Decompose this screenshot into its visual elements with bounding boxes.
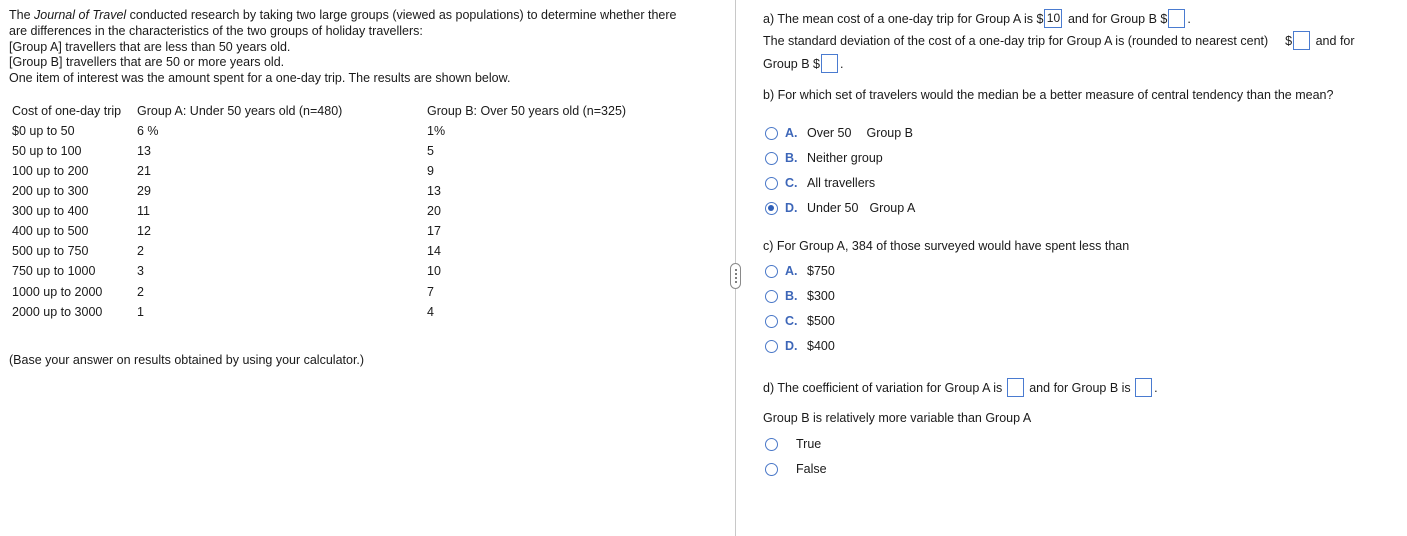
table-cell-group-b: 5 [427,144,434,158]
table-cell-cost: 300 up to 400 [12,204,89,218]
table-cell-group-b: 4 [427,305,434,319]
qd-option-true[interactable]: True [765,437,821,451]
qc-option-a[interactable]: A. $750 [765,264,835,278]
table-cell-group-b: 7 [427,285,434,299]
qb-option-a[interactable]: A. Over 50 Group B [765,126,913,140]
radio-button[interactable] [765,177,778,190]
table-cell-group-b: 17 [427,224,441,238]
mean-group-b-input[interactable] [1168,9,1185,28]
radio-button[interactable] [765,152,778,165]
table-cell-cost: 2000 up to 3000 [12,305,103,319]
calculator-note: (Base your answer on results obtained by using your calculator.) [9,353,365,367]
table-cell-cost: 50 up to 100 [12,144,82,158]
table-cell-group-a: 6 % [137,124,159,138]
question-c-text: c) For Group A, 384 of those surveyed would have spent less than [763,239,1130,253]
radio-button[interactable] [765,315,778,328]
table-cell-group-b: 20 [427,204,441,218]
question-a-sd-line1: The standard deviation of the cost of a one-day trip for Group A is (rounded to nearest cent) $ and for [763,32,1355,51]
radio-button[interactable] [765,463,778,476]
table-cell-group-a: 3 [137,264,144,278]
radio-button[interactable] [765,127,778,140]
cv-group-b-input[interactable] [1135,378,1152,397]
table-cell-group-b: 10 [427,264,441,278]
mean-group-a-input[interactable]: 10 [1044,9,1062,28]
radio-button-selected[interactable] [765,202,778,215]
table-cell-group-b: 1% [427,124,446,138]
table-cell-cost: 400 up to 500 [12,224,89,238]
qb-option-b[interactable]: B. Neither group [765,151,883,165]
sd-group-b-input[interactable] [821,54,838,73]
intro-line-1: The Journal of Travel conducted research by taking two large groups (viewed as populations) to determine whether there [9,8,677,22]
question-b-text: b) For which set of travelers would the median be a better measure of central tendency than the mean? [763,88,1334,102]
table-cell-group-a: 21 [137,164,151,178]
question-d-cv: d) The coefficient of variation for Group A is and for Group B is . [763,379,1158,398]
question-a-sd-line2: Group B $ . [763,55,843,74]
intro-line-3: [Group A] travellers that are less than 50 years old. [9,40,291,54]
qc-option-b[interactable]: B. $300 [765,289,835,303]
intro-line-5: One item of interest was the amount spent for a one-day trip. The results are shown below. [9,71,511,85]
table-header-group-b: Group B: Over 50 years old (n=325) [427,104,627,118]
cv-group-a-input[interactable] [1007,378,1024,397]
intro-line-4: [Group B] travellers that are 50 or more years old. [9,55,285,69]
qc-option-d[interactable]: D. $400 [765,339,835,353]
qc-option-c[interactable]: C. $500 [765,314,835,328]
table-cell-group-a: 29 [137,184,151,198]
pane-resize-handle[interactable] [730,263,741,289]
table-cell-cost: 1000 up to 2000 [12,285,103,299]
qb-option-d[interactable]: D. Under 50 Group A [765,201,915,215]
sd-group-a-input[interactable] [1293,31,1310,50]
qb-option-c[interactable]: C. All travellers [765,176,875,190]
radio-button[interactable] [765,265,778,278]
radio-button[interactable] [765,290,778,303]
table-cell-group-a: 2 [137,244,144,258]
table-cell-group-a: 12 [137,224,151,238]
journal-name: Journal of Travel [34,8,127,22]
table-cell-cost: 200 up to 300 [12,184,89,198]
qd-option-false[interactable]: False [765,462,827,476]
table-header-group-a: Group A: Under 50 years old (n=480) [137,104,343,118]
table-cell-group-a: 13 [137,144,151,158]
table-cell-group-a: 1 [137,305,144,319]
question-d-statement: Group B is relatively more variable than Group A [763,411,1032,425]
table-cell-group-b: 9 [427,164,434,178]
table-cell-cost: 750 up to 1000 [12,264,96,278]
table-header-cost: Cost of one-day trip [12,104,122,118]
table-cell-cost: 100 up to 200 [12,164,89,178]
question-a-mean: a) The mean cost of a one-day trip for Group A is $ 10 and for Group B $ . [763,10,1191,29]
table-cell-group-a: 2 [137,285,144,299]
table-cell-group-b: 13 [427,184,441,198]
table-cell-group-a: 11 [137,204,150,218]
radio-button[interactable] [765,340,778,353]
radio-button[interactable] [765,438,778,451]
table-cell-cost: $0 up to 50 [12,124,75,138]
intro-line-2: are differences in the characteristics of the two groups of holiday travellers: [9,24,423,38]
table-cell-cost: 500 up to 750 [12,244,89,258]
table-cell-group-b: 14 [427,244,441,258]
